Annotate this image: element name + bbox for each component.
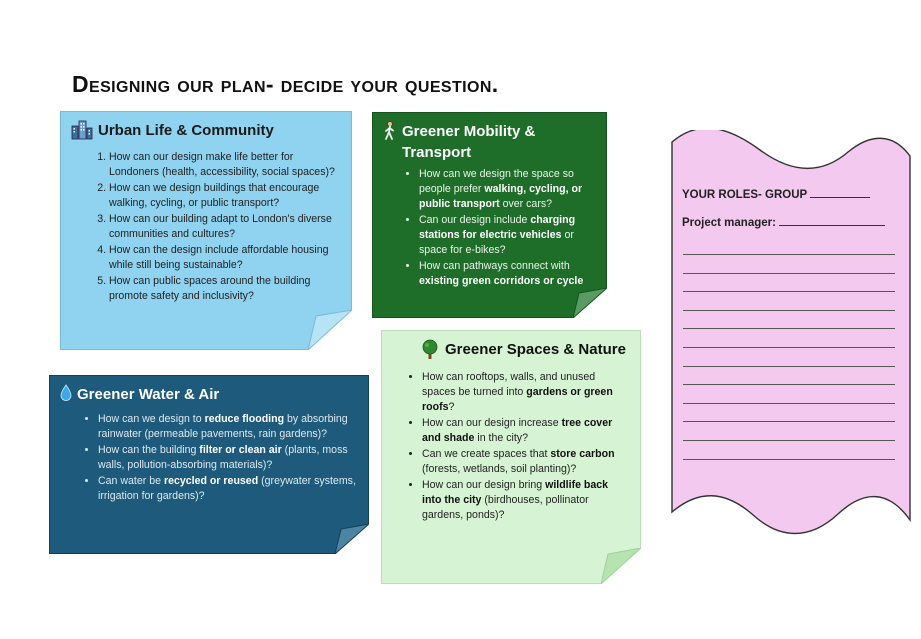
write-line xyxy=(683,403,895,404)
walking-person-icon xyxy=(383,121,397,147)
page-curl-icon xyxy=(335,524,369,554)
roles-group-label: YOUR ROLES- GROUP xyxy=(682,188,870,201)
greener-spaces-heading-text: Greener Spaces & Nature xyxy=(445,341,626,358)
list-item: • Can water be recycled or reused (greywater systems, irrigation for gardens)? xyxy=(98,474,358,504)
greener-water-list xyxy=(60,412,358,504)
write-line xyxy=(683,273,895,274)
list-item: • How can our design increase tree cover and shade in the city? xyxy=(422,416,630,446)
write-line xyxy=(683,291,895,292)
greener-water-heading xyxy=(60,384,358,408)
greener-mobility-list xyxy=(383,167,596,289)
urban-life-list xyxy=(71,150,341,304)
list-item: 5. How can public spaces around the building promote safety and inclusivity? xyxy=(109,274,341,304)
write-line xyxy=(683,384,895,385)
list-item: 3. How can our building adapt to London's diverse communities and cultures? xyxy=(109,212,341,242)
list-item: • Can we create spaces that store carbon (forests, wetlands, soil planting)? xyxy=(422,447,630,477)
urban-life-heading xyxy=(71,120,341,146)
write-line xyxy=(683,347,895,348)
write-line xyxy=(683,366,895,367)
write-line xyxy=(683,310,895,311)
list-item: 1. How can our design make life better for Londoners (health, accessibility, social spaces)? xyxy=(109,150,341,180)
write-line xyxy=(683,421,895,422)
urban-life-heading-text: Urban Life & Community xyxy=(98,122,274,139)
list-item: • How can pathways connect with existing green corridors or cycle xyxy=(419,259,596,289)
greener-spaces-heading xyxy=(394,339,630,366)
page-curl-icon xyxy=(601,548,641,584)
greener-mobility-heading xyxy=(383,121,596,163)
water-drop-icon xyxy=(60,384,72,408)
greener-water-heading-text: Greener Water & Air xyxy=(77,386,220,403)
list-item: • How can our design bring wildlife back into the city (birdhouses, pollinator gardens, ponds)? xyxy=(422,478,630,523)
write-line xyxy=(683,254,895,255)
greener-spaces-list xyxy=(394,370,630,523)
greener-spaces-card xyxy=(381,330,641,584)
greener-mobility-card xyxy=(372,112,607,318)
write-line xyxy=(683,459,895,460)
list-item: • How can rooftops, walls, and unused spaces be turned into gardens or green roofs? xyxy=(422,370,630,415)
list-item: • How can we design to reduce flooding by absorbing rainwater (permeable pavements, rain gardens)? xyxy=(98,412,358,442)
list-item: • How can we design the space so people prefer walking, cycling, or public transport over cars? xyxy=(419,167,596,212)
list-item: • How can the building filter or clean air (plants, moss walls, pollution-absorbing materials)? xyxy=(98,443,358,473)
urban-life-card xyxy=(60,111,352,350)
tree-icon xyxy=(420,339,440,366)
list-item: 2. How can we design buildings that encourage walking, cycling, or public transport? xyxy=(109,181,341,211)
write-line xyxy=(683,328,895,329)
roles-panel xyxy=(670,130,912,545)
page-curl-icon xyxy=(308,310,352,350)
project-manager-label: Project manager: xyxy=(682,216,885,229)
page-curl-icon xyxy=(573,288,607,318)
list-item: 4. How can the design include affordable housing while still being sustainable? xyxy=(109,243,341,273)
greener-mobility-heading-text: Greener Mobility & Transport xyxy=(402,123,536,161)
greener-water-card xyxy=(49,375,369,554)
page-title: Designing our plan- decide your question. xyxy=(72,71,499,97)
list-item: • Can our design include charging stations for electric vehicles or space for e-bikes? xyxy=(419,213,596,258)
write-line xyxy=(683,440,895,441)
city-buildings-icon xyxy=(71,120,93,146)
